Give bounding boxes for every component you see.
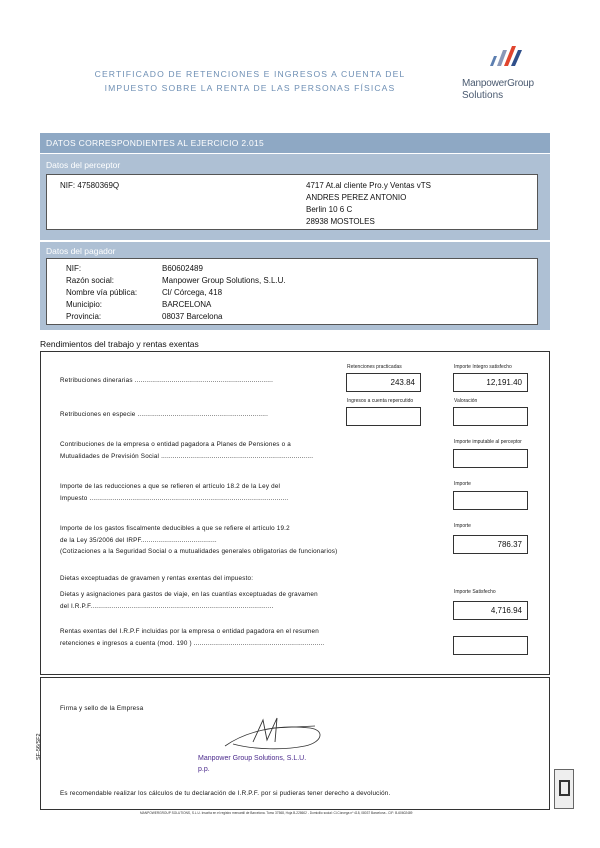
value-rentas-exentas — [453, 636, 528, 655]
rendimientos-title: Rendimientos del trabajo y rentas exentas — [40, 339, 199, 349]
document-title — [60, 67, 440, 95]
cert-r-icon — [559, 780, 570, 796]
col-label-ingresos-cuenta: Ingresos a cuenta repercutido — [347, 398, 414, 404]
col-label-importe-2: Importe — [454, 523, 471, 529]
row-reduc-1: Importe de las reducciones a que se refieren el artículo 18.2 de la Ley del — [60, 483, 281, 490]
col-label-importe-imputable: Importe imputable al perceptor — [454, 439, 522, 445]
pagador-label: Datos del pagador — [46, 246, 116, 256]
perceptor-address-3: Berlin 10 6 C — [306, 205, 353, 214]
value-ingresos-cuenta — [346, 407, 421, 426]
firma-note: Es recomendable realizar los cálculos de tu declaración de I.R.P.F. por si pudieras tener derecho a devolución. — [60, 790, 391, 797]
firma-label: Firma y sello de la Empresa — [60, 705, 144, 712]
pagador-label-provincia: Provincia: — [66, 312, 102, 321]
pagador-nif: B60602489 — [162, 264, 203, 273]
pagador-municipio: BARCELONA — [162, 300, 212, 309]
value-valoracion — [453, 407, 528, 426]
perceptor-address-4: 28938 MOSTOLES — [306, 217, 375, 226]
col-label-importe-integro: Importe íntegro satisfecho — [454, 364, 512, 370]
row-gastos-2: de la Ley 35/2006 del IRPF....................................... — [60, 537, 217, 544]
row-rentas-2: retenciones e ingresos a cuenta (mod. 190 ) ................................................................... — [60, 640, 325, 647]
side-code: SF-56/SF2 — [36, 733, 42, 760]
firma-pp: p.p. — [198, 766, 210, 773]
value-importe-imputable — [453, 449, 528, 468]
logo-bars-icon — [488, 44, 528, 70]
pagador-label-municipio: Municipio: — [66, 300, 103, 309]
perceptor-label: Datos del perceptor — [46, 160, 121, 170]
pagador-provincia: 08037 Barcelona — [162, 312, 223, 321]
perceptor-box — [46, 174, 538, 230]
value-reducciones — [453, 491, 528, 510]
signature-image — [215, 712, 335, 756]
col-label-importe: Importe — [454, 481, 471, 487]
company-logo — [458, 40, 558, 102]
certification-badge — [554, 769, 574, 809]
pagador-via: Cl/ Córcega, 418 — [162, 288, 223, 297]
firma-company: Manpower Group Solutions, S.L.U. — [198, 755, 307, 762]
logo-name: ManpowerGroup — [462, 78, 534, 89]
row-contrib-2: Mutualidades de Previsión Social .............................................................................. — [60, 453, 314, 460]
value-importe-integro: 12,191.40 — [453, 373, 528, 392]
value-retenciones: 243.84 — [346, 373, 421, 392]
title-line-1: CERTIFICADO DE RETENCIONES E INGRESOS A CUENTA DEL — [94, 69, 406, 79]
ejercicio-band: DATOS CORRESPONDIENTES AL EJERCICIO 2.015 — [40, 133, 550, 153]
row-especie: Retribuciones en especie ................................................................... — [60, 411, 269, 418]
pagador-label-nif: NIF: — [66, 264, 82, 273]
row-rentas-1: Rentas exentas del I.R.P.F incluidas por la empresa o entidad pagadora en el resumen — [60, 628, 319, 635]
pagador-razon: Manpower Group Solutions, S.L.U. — [162, 276, 286, 285]
logo-sub: Solutions — [462, 90, 504, 101]
row-gastos-3: (Cotizaciones a la Seguridad Social o a mutualidades generales obligatorias de funcionarios) — [60, 548, 338, 555]
row-gastos-1: Importe de los gastos fiscalmente deducibles a que se refiere el artículo 19.2 — [60, 525, 290, 532]
col-label-importe-satisfecho: Importe Satisfecho — [454, 589, 496, 595]
row-reduc-2: Impuesto ...................................................................................................... — [60, 495, 289, 502]
perceptor-nif: NIF: 47580369Q — [60, 181, 120, 190]
perceptor-address-1: 4717 At.al cliente Pro.y Ventas vTS — [306, 181, 431, 190]
pagador-label-via: Nombre vía pública: — [66, 288, 138, 297]
footer-legal: MANPOWERGROUP SOLUTIONS, S.L.U. Inscrita en el registro mercantil de Barcelona. Tomo 37568, Hoja B-228602 - Domicilio social: Cl.Córcega nº 418, 08037 Barcelona - CIF: B-60602489 — [140, 811, 413, 815]
row-dietas-title: Dietas exceptuadas de gravamen y rentas exentas del impuesto: — [60, 575, 254, 582]
row-dietas-1: Dietas y asignaciones para gastos de viaje, en las cuantías exceptuadas de gravamen — [60, 591, 318, 598]
title-line-2: IMPUESTO SOBRE LA RENTA DE LAS PERSONAS FÍSICAS — [104, 83, 396, 93]
pagador-label-razon: Razón social: — [66, 276, 115, 285]
row-dinerarias: Retribuciones dinerarias ....................................................................... — [60, 377, 274, 384]
value-dietas: 4,716.94 — [453, 601, 528, 620]
perceptor-address-2: ANDRES PEREZ ANTONIO — [306, 193, 407, 202]
col-label-valoracion: Valoración — [454, 398, 478, 404]
row-contrib-1: Contribuciones de la empresa o entidad pagadora a Planes de Pensiones o a — [60, 441, 291, 448]
col-label-retenciones: Retenciones practicadas — [347, 364, 402, 370]
value-gastos: 786.37 — [453, 535, 528, 554]
row-dietas-2: del I.R.P.F.............................................................................................. — [60, 603, 274, 610]
